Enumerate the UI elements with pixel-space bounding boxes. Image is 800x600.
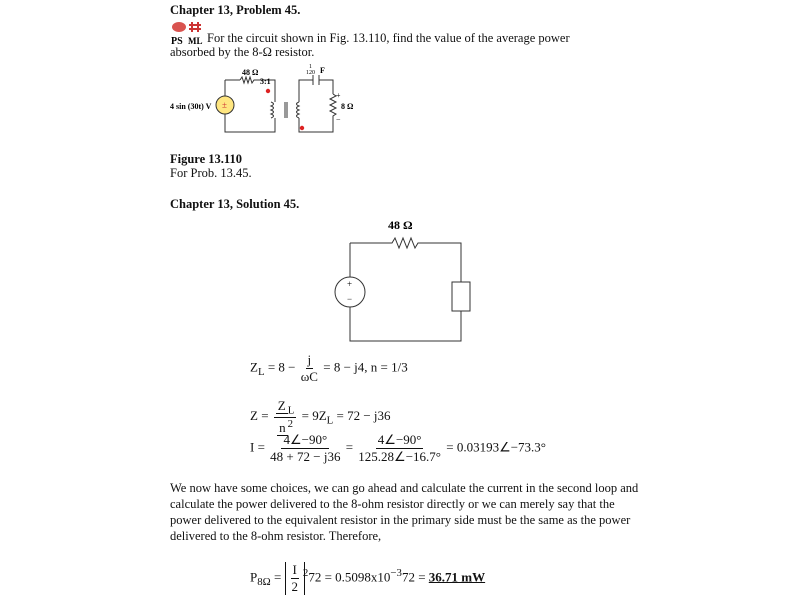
- ratio-label: 3:1: [260, 77, 271, 86]
- resistor-label: 48 Ω: [388, 218, 413, 232]
- equation-z: Z = $\frac{Z _L}{n ^2}$ = $9Z_L = 72 - j36$: [250, 398, 391, 435]
- equation-power: $P_{8\Omega}$ = $\frac{I}{2}$ $^272 = 0.5098x10^{-3}72 = 36.71$ mW: [250, 562, 486, 594]
- problem-heading: Chapter 13, Problem 45.: [170, 3, 301, 17]
- svg-text:±: ±: [222, 100, 227, 110]
- figure-label: Figure 13.110: [170, 152, 242, 166]
- svg-text:1: 1: [309, 64, 312, 70]
- r1-label: 48 Ω: [242, 68, 259, 77]
- svg-text:+: +: [347, 279, 353, 289]
- svg-text:PS: PS: [171, 36, 183, 46]
- r2-label: 8 Ω: [341, 102, 354, 111]
- problem-circuit-diagram: [165, 62, 365, 138]
- explanation-paragraph: We now have some choices, we can go ahead and calculate the current in the second loop and calculate the power delivered to the 8-ohm resistor directly or we can merely say that the power delivered to the equivalent resistor in the primary side must be the same as the power delivered to the 8-ohm resistor. Therefore,: [170, 481, 639, 543]
- final-answer: 36.71 mW: [428, 569, 486, 585]
- svg-text:+: +: [336, 91, 341, 100]
- problem-text-line1: For the circuit shown in Fig. 13.110, find the value of the average power: [207, 31, 570, 45]
- problem-text-line2: absorbed by the 8-Ω resistor.: [170, 45, 315, 59]
- equation-current: I = $\frac{4\angle-90^\circ}{48 + 72 - j36}$ = $\frac{4\angle-90^\circ}{125.28\angle-16.7^\circ}$ = 0.03193∠−73.3°: [250, 432, 547, 464]
- svg-text:ML: ML: [188, 36, 203, 46]
- svg-text:−: −: [336, 115, 341, 124]
- source-label: 4 sin (30t) V: [170, 102, 212, 111]
- svg-text:−: −: [347, 294, 353, 304]
- svg-text:F: F: [320, 66, 325, 75]
- figure-caption: For Prob. 13.45.: [170, 166, 252, 180]
- equation-zl: $Z_L = 8$ − $\frac{j}{\omega C}$ = 8 − j4, n = 1/3: [250, 352, 408, 384]
- solution-heading: Chapter 13, Solution 45.: [170, 197, 300, 211]
- equivalent-circuit-diagram: [330, 215, 490, 350]
- pspice-multisim-icon: [170, 20, 204, 46]
- svg-text:120: 120: [306, 70, 315, 76]
